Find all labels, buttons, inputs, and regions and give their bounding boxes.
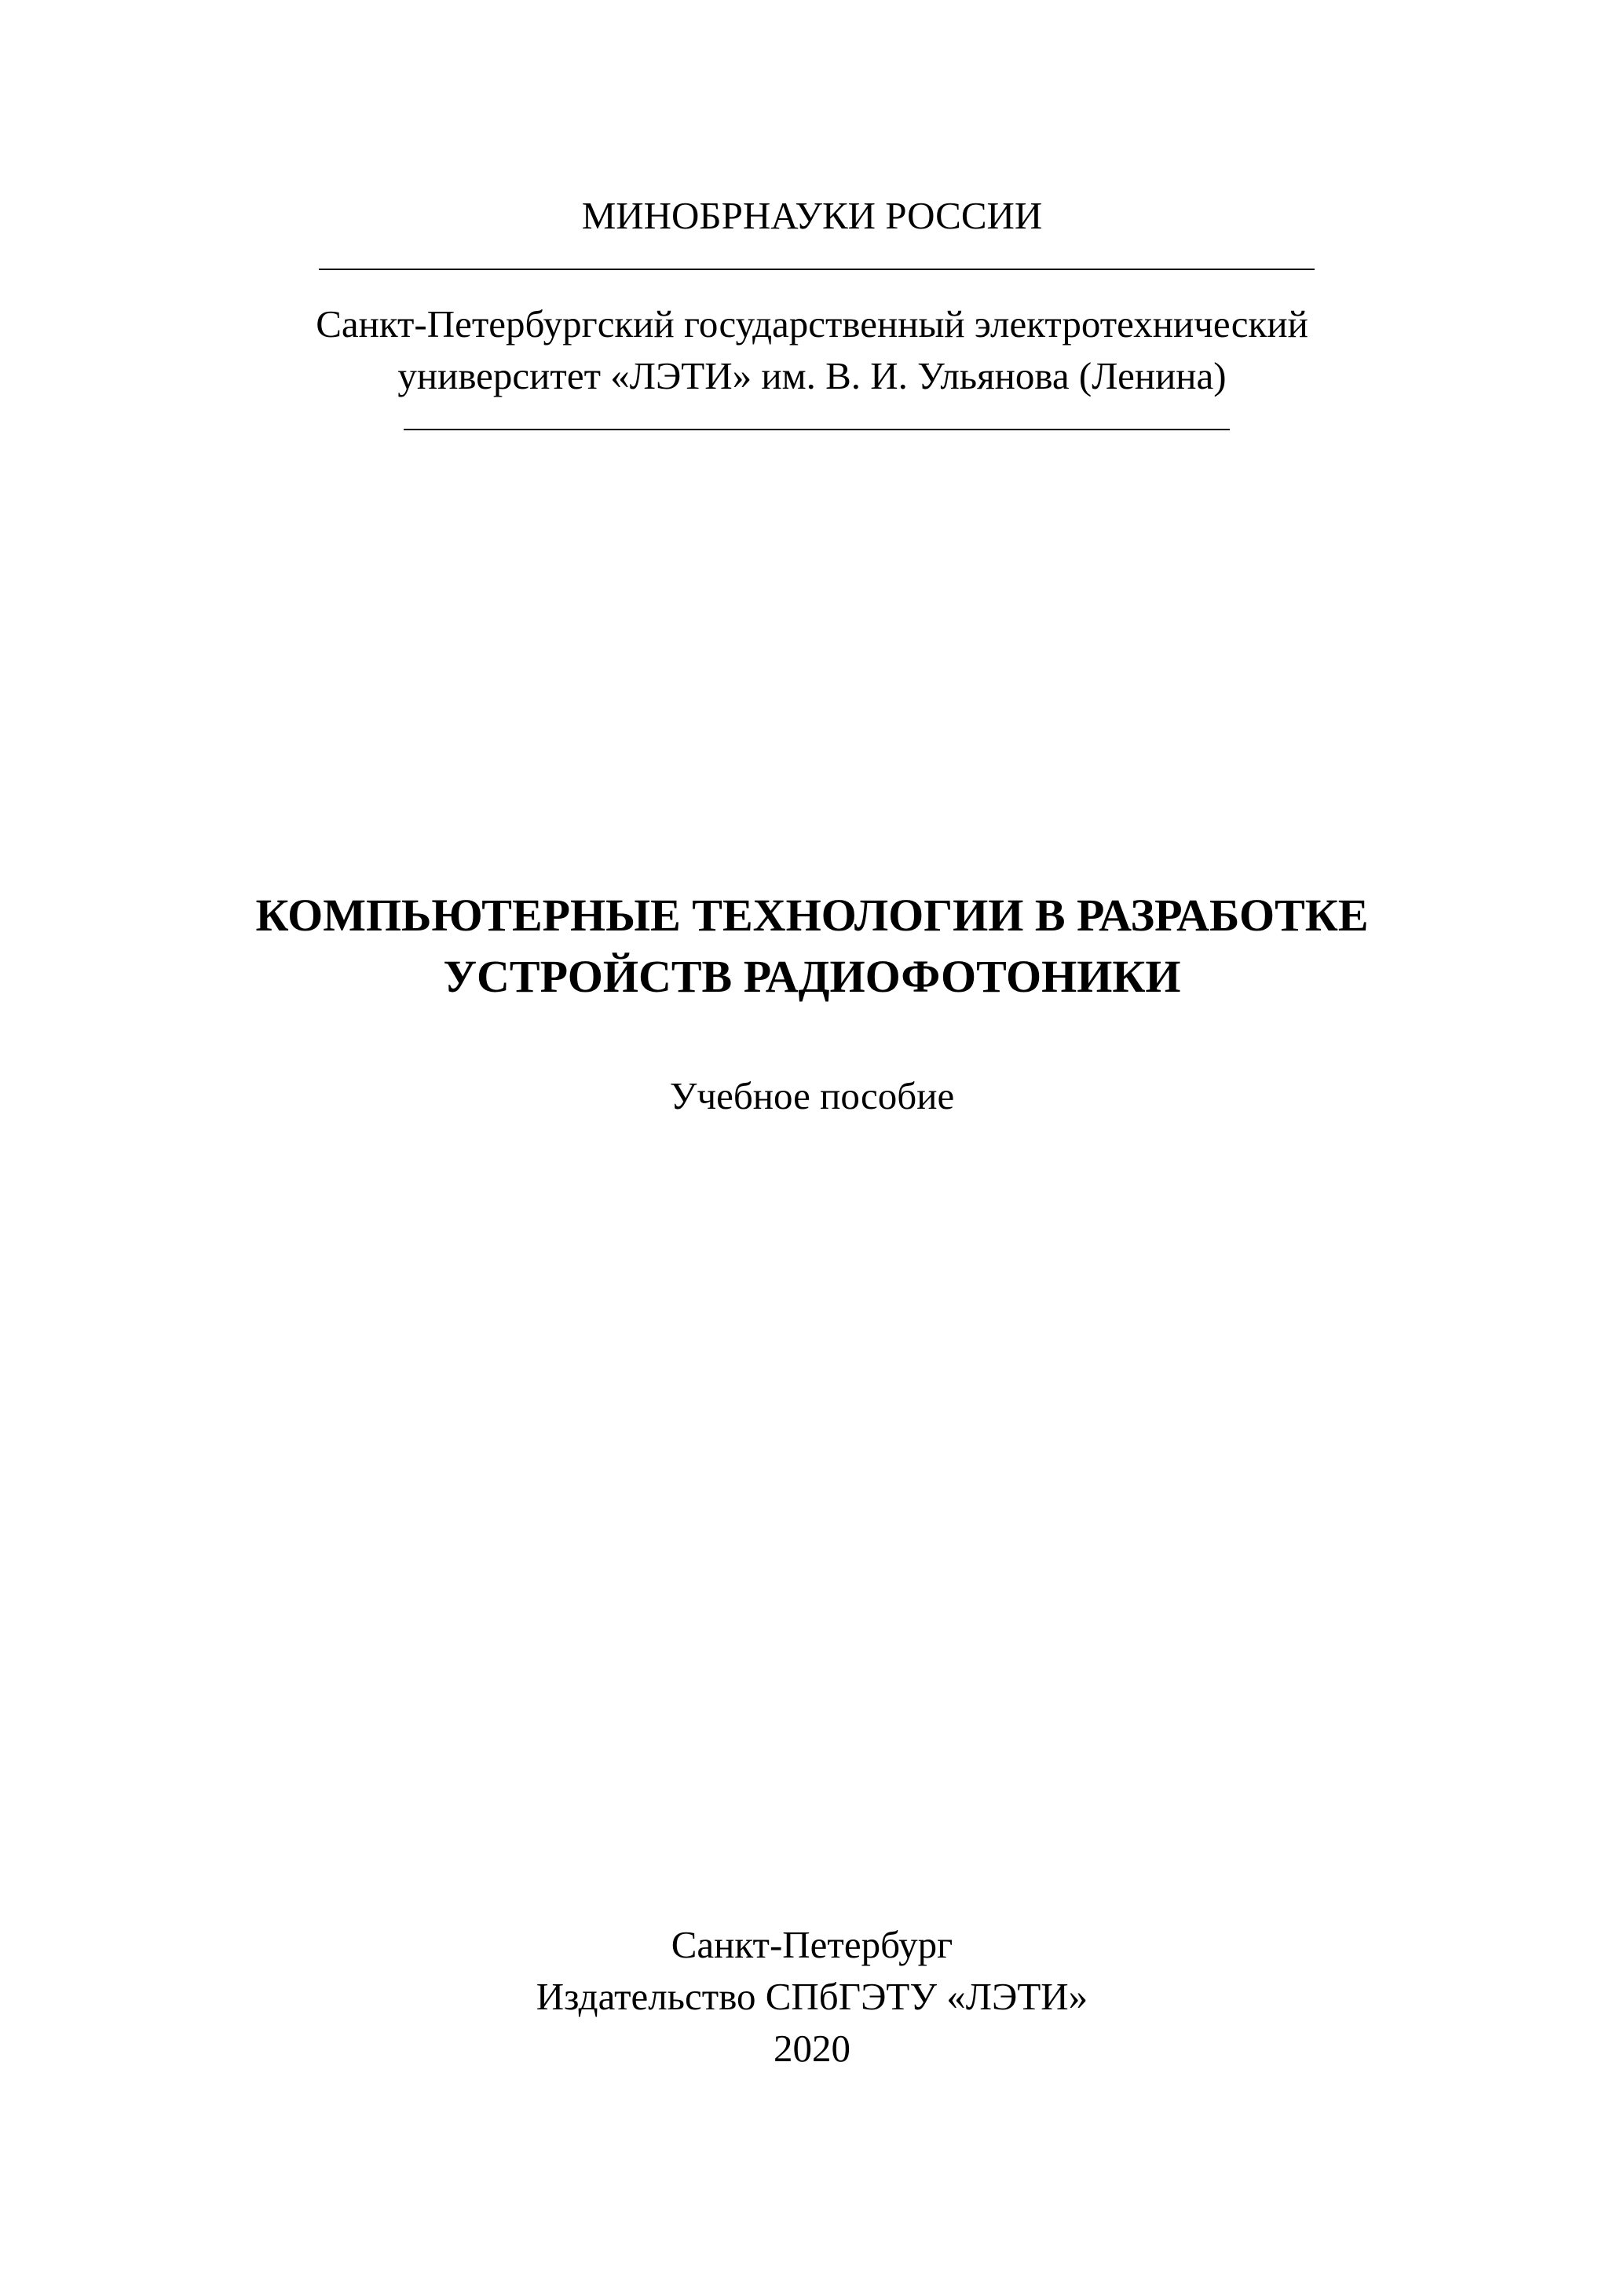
book-title-line2: УСТРОЙСТВ РАДИОФОТОНИКИ — [443, 951, 1181, 1002]
header-divider-bottom — [404, 429, 1230, 430]
book-subtitle: Учебное пособие — [669, 1074, 955, 1117]
publisher-name: Издательство СПбГЭТУ «ЛЭТИ» — [536, 1975, 1088, 2018]
university-name-line1: Санкт-Петербургский государственный электротехнический — [316, 302, 1308, 345]
publication-city: Санкт-Петербург — [671, 1923, 953, 1966]
book-title-line1: КОМПЬЮТЕРНЫЕ ТЕХНОЛОГИИ В РАЗРАБОТКЕ — [255, 890, 1369, 941]
header-divider-top — [319, 269, 1315, 270]
publication-year: 2020 — [774, 2027, 850, 2070]
university-name-line2: университет «ЛЭТИ» им. В. И. Ульянова (Ленина) — [397, 354, 1227, 397]
ministry-name: МИНОБРНАУКИ РОССИИ — [581, 194, 1043, 237]
